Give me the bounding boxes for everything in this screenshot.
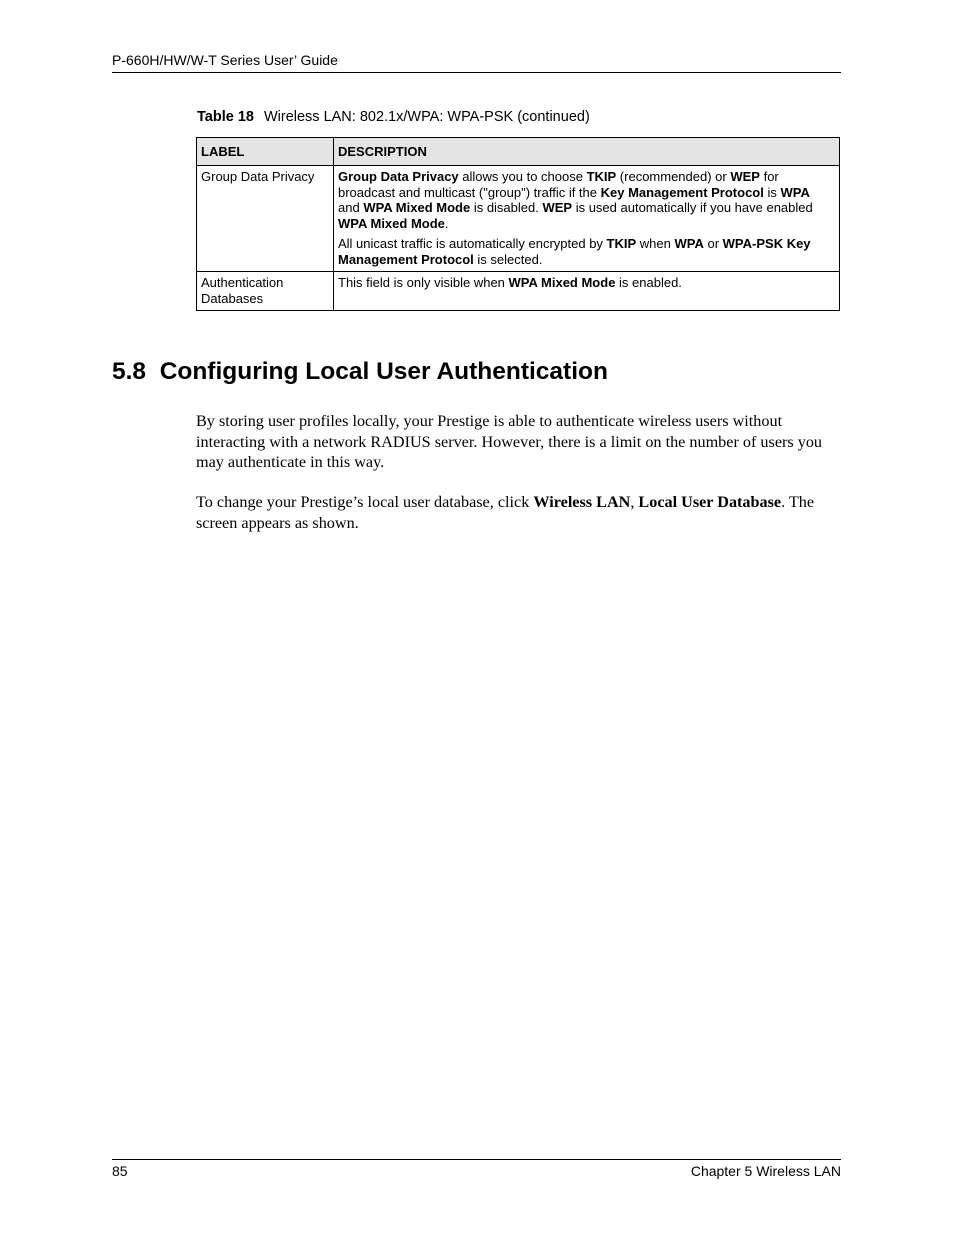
text-run: . The screen appears as shown. [196, 493, 815, 532]
bold-term: WEP [730, 169, 760, 184]
wpa-psk-table [196, 137, 840, 311]
text-run: when [636, 236, 675, 251]
text-run: (recommended) or [616, 169, 731, 184]
text-run: is enabled. [615, 275, 682, 290]
bold-term: Group Data Privacy [338, 169, 459, 184]
bold-term: WPA [780, 184, 810, 200]
text-run: and [338, 200, 364, 215]
row-description [334, 166, 840, 272]
text-run: allows you to choose [458, 169, 587, 184]
text-run: is selected. [473, 251, 543, 267]
section-title: Configuring Local User Authentication [159, 358, 608, 385]
bold-term: WPA Mixed Mode [363, 200, 471, 215]
bold-term: Local User Database [638, 493, 782, 511]
text-run: for broadcast and multicast ("group") traffic if the [338, 169, 779, 200]
bold-term: Wireless LAN [533, 493, 631, 511]
body-paragraph-instructions [196, 492, 841, 533]
section-number: 5.8 [112, 358, 147, 385]
text-run: This field is only visible when [338, 275, 509, 290]
section-heading [112, 356, 608, 388]
row-label: Authentication Databases [197, 272, 334, 311]
description-paragraph [338, 275, 835, 291]
bold-term: WPA [674, 236, 704, 251]
bold-term: WEP [542, 200, 573, 215]
table-header-row [197, 138, 840, 166]
chapter-title: Chapter 5 Wireless LAN [690, 1163, 841, 1179]
text-run: is used automatically if you have enabled [572, 200, 813, 215]
row-description [334, 272, 840, 311]
guide-title: P-660H/HW/W-T Series User’ Guide [112, 52, 338, 68]
page-footer [112, 1159, 841, 1179]
description-paragraph [338, 236, 835, 267]
bold-term: TKIP [586, 169, 617, 184]
description-paragraph [338, 169, 835, 231]
text-run: To change your Prestige’s local user database, click [196, 493, 534, 511]
bold-term: Key Management Protocol [600, 184, 764, 200]
text-run: All unicast traffic is automatically encrypted by [338, 236, 607, 251]
table-row [197, 166, 840, 272]
text-run: is disabled. [470, 200, 543, 215]
table-row [197, 272, 840, 311]
column-header-label: LABEL [197, 138, 334, 166]
text-run: , [630, 493, 639, 511]
bold-term: WPA-PSK Key Management Protocol [338, 236, 811, 267]
bold-term: WPA Mixed Mode [338, 215, 445, 231]
page-number: 85 [112, 1163, 128, 1179]
bold-term: TKIP [606, 236, 637, 251]
page-header [112, 52, 841, 73]
table-number: Table 18 [197, 109, 254, 125]
table-title: Wireless LAN: 802.1x/WPA: WPA-PSK (continued) [263, 109, 590, 125]
text-run: is [763, 184, 781, 200]
text-run: or [703, 236, 723, 251]
bold-term: WPA Mixed Mode [508, 275, 616, 290]
body-paragraph-intro: By storing user profiles locally, your Prestige is able to authenticate wireless users without interacting with a network RADIUS server. However, there is a limit on the number of users you may authenticate in this way. [196, 412, 823, 471]
row-label: Group Data Privacy [197, 166, 334, 272]
text-run: . [444, 215, 449, 231]
table-caption [197, 108, 590, 126]
column-header-description: DESCRIPTION [334, 138, 840, 166]
